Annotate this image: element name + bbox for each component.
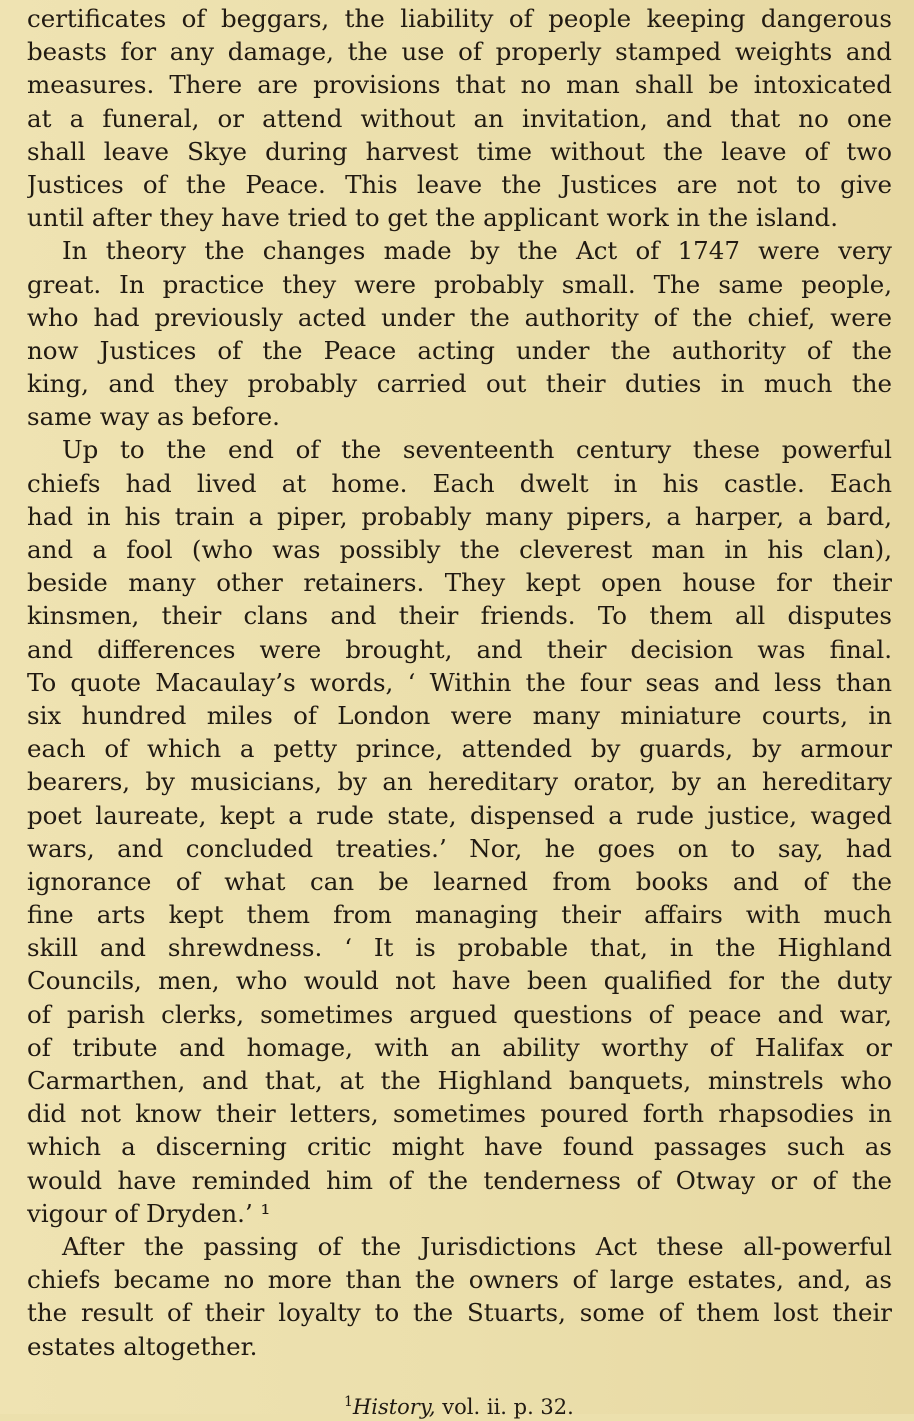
text-line: beside many other retainers. They kept open house for their bbox=[27, 568, 892, 598]
text-line: chiefs had lived at home. Each dwelt in his castle. Each bbox=[27, 468, 892, 498]
text-line: fine arts kept them from managing their affairs with much bbox=[27, 900, 892, 930]
paragraph-start-line: After the passing of the Jurisdictions Act these all-powerful bbox=[62, 1231, 892, 1261]
text-line: same way as before. bbox=[27, 402, 280, 432]
text-line: chiefs became no more than the owners of large estates, and, as bbox=[27, 1265, 892, 1295]
text-line: Councils, men, who would not have been qualified for the duty bbox=[27, 966, 892, 996]
text-line: the result of their loyalty to the Stuarts, some of them lost their bbox=[27, 1298, 892, 1328]
footnote-reference: vol. ii. p. 32. bbox=[435, 1395, 574, 1419]
text-line: ignorance of what can be learned from books and of the bbox=[27, 866, 892, 896]
text-line: would have reminded him of the tenderness of Otway or of the bbox=[27, 1165, 892, 1195]
text-line: wars, and concluded treaties.’ Nor, he goes on to say, had bbox=[27, 833, 892, 863]
text-line: each of which a petty prince, attended by guards, by armour bbox=[27, 734, 892, 764]
text-line: did not know their letters, sometimes poured forth rhapsodies in bbox=[27, 1099, 892, 1129]
text-line: of parish clerks, sometimes argued questions of peace and war, bbox=[27, 999, 892, 1029]
text-line: beasts for any damage, the use of properly stamped weights and bbox=[27, 37, 892, 67]
text-line: Carmarthen, and that, at the Highland banquets, minstrels who bbox=[27, 1066, 892, 1095]
paragraph-start-line: Up to the end of the seventeenth century these powerful bbox=[62, 435, 892, 465]
text-line: To quote Macaulay’s words, ‘ Within the four seas and less than bbox=[27, 667, 892, 697]
text-line: of tribute and homage, with an ability worthy of Halifax or bbox=[27, 1032, 892, 1062]
text-line: king, and they probably carried out their duties in much the bbox=[27, 369, 892, 399]
body-text bbox=[27, 2, 892, 1363]
text-line: and a fool (who was possibly the cleverest man in his clan), bbox=[27, 535, 892, 564]
text-line: Justices of the Peace. This leave the Justices are not to give bbox=[27, 169, 892, 199]
text-line: measures. There are provisions that no man shall be intoxicated bbox=[27, 70, 892, 100]
text-line: had in his train a piper, probably many pipers, a harper, a bard, bbox=[27, 501, 892, 531]
footnote-title: History, bbox=[352, 1395, 436, 1419]
text-line: which a discerning critic might have found passages such as bbox=[27, 1132, 892, 1162]
text-line: six hundred miles of London were many miniature courts, in bbox=[27, 700, 892, 730]
text-line: now Justices of the Peace acting under the authority of the bbox=[27, 335, 892, 365]
text-line: and differences were brought, and their decision was final. bbox=[27, 634, 892, 664]
text-line: certificates of beggars, the liability of people keeping dangerous bbox=[27, 4, 892, 33]
paragraph-start-line: In theory the changes made by the Act of 1747 were very bbox=[62, 236, 892, 266]
text-line: at a funeral, or attend without an invitation, and that no one bbox=[27, 103, 892, 133]
footnote bbox=[344, 1388, 574, 1419]
text-line: shall leave Skye during harvest time without the leave of two bbox=[27, 136, 892, 166]
text-line: until after they have tried to get the applicant work in the island. bbox=[27, 203, 838, 233]
text-line: bearers, by musicians, by an hereditary orator, by an hereditary bbox=[27, 767, 892, 797]
text-line: poet laureate, kept a rude state, dispensed a rude justice, waged bbox=[27, 800, 892, 830]
text-line: great. In practice they were probably small. The same people, bbox=[27, 269, 892, 299]
text-line: who had previously acted under the authority of the chief, were bbox=[27, 302, 892, 332]
text-line: kinsmen, their clans and their friends. To them all disputes bbox=[27, 601, 892, 631]
text-line: skill and shrewdness. ‘ It is probable that, in the Highland bbox=[27, 933, 892, 963]
text-line: estates altogether. bbox=[27, 1331, 258, 1361]
text-line: vigour of Dryden.’ ¹ bbox=[27, 1198, 271, 1228]
footnote-marker: 1 bbox=[344, 1394, 353, 1410]
